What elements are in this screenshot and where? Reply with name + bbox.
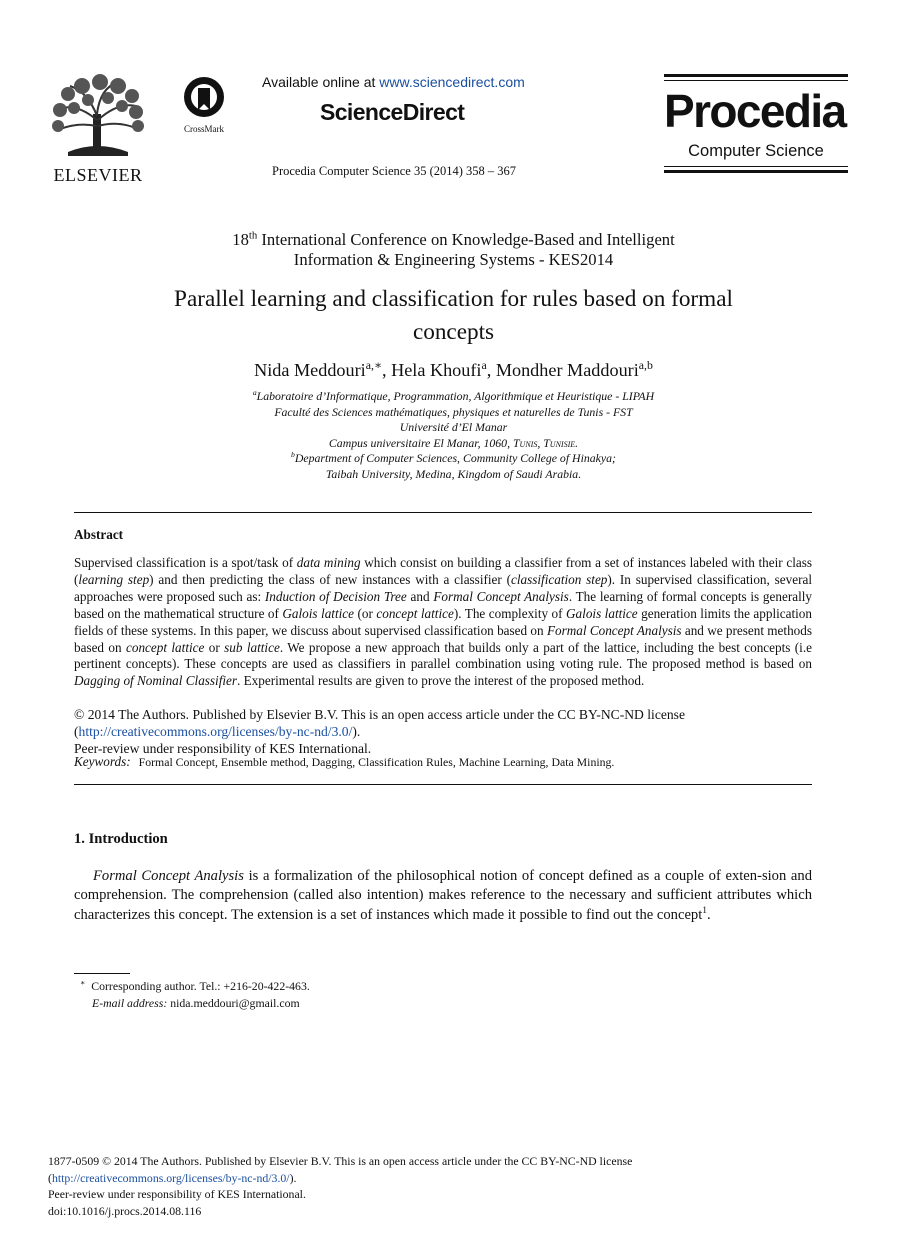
affiliation-a-mark: a: [252, 388, 257, 398]
author-name: Nida Meddouri: [254, 360, 366, 380]
conference-number: 18: [232, 230, 249, 249]
abstract-license: [74, 707, 812, 757]
paper-title-line-1: Parallel learning and classification for rules based on formal: [174, 286, 733, 312]
doi-line[interactable]: doi:10.1016/j.procs.2014.08.116: [48, 1203, 202, 1218]
affiliation-b-line-1: $^b$Department of Computer Sciences, Community College of Hinakya;: [291, 450, 616, 466]
license-line: (http://creativecommons.org/licenses/by-nc-nd/3.0/).: [74, 723, 361, 739]
footnote-ref-1: 1: [702, 905, 708, 916]
copyright-line: © 2014 The Authors. Published by Elsevier B.V. This is an open access article under the CC BY-NC-ND license: [74, 707, 686, 722]
abstract-body: Supervised classification is a spot/task of data mining which consist on building a classifier from a set of instances labeled with their class (learning step) and then predicting the class of new instances with a classifier (classification step). In supervised classification, several approaches were proposed such as: Induction of Decision Tree and Formal Concept Analysis. The learning of formal concepts is generally based on the mathematical structure of Galois lattice (or concept lattice). The complexity of Galois lattice generation limits the application fields of these systems. In this paper, we discuss about supervised classification based on Formal Concept Analysis and we present methods based on concept lattice or sub lattice. We propose a new approach that builds only a part of the lattice, including the best concepts (i.e pertinent concepts). These concepts are used as classifiers in parallel combination using voting rule. The proposed method is based on Dagging of Nominal Classifier. Experimental results are given to prove the interest of the proposed method.: [74, 555, 813, 689]
footnote-email: E-mail address: nida.meddouri@gmail.com: [92, 996, 300, 1010]
author-separator: ,: [381, 360, 392, 380]
footnote: [80, 978, 780, 1012]
author-affiliation-mark: a,∗: [365, 357, 382, 372]
affiliation-a-line-3: Université d’El Manar: [399, 420, 508, 435]
conference-line-1-text: International Conference on Knowledge-Based and Intelligent: [257, 230, 675, 249]
peer-review-line: Peer-review under responsibility of KES International.: [74, 740, 372, 756]
keywords-list: Formal Concept, Ensemble method, Dagging, Classification Rules, Machine Learning, Data Mining.: [138, 755, 615, 769]
paper-title-line-2: concepts: [412, 319, 495, 345]
affiliation-city: Tunis: [512, 435, 538, 450]
sciencedirect-wordmark: ScienceDirect: [320, 99, 465, 125]
affiliation-b-line-2: Taibah University, Medina, Kingdom of Saudi Arabia.: [325, 466, 582, 481]
author-name: Hela Khoufi: [391, 360, 482, 380]
footnote-rule: [74, 973, 130, 974]
author-affiliation-mark: a: [481, 357, 487, 372]
conference-line-1: [80, 230, 827, 250]
abstract-top-rule: [74, 512, 812, 513]
conference-name: [80, 230, 827, 270]
author-list: [60, 358, 847, 382]
author-separator: ,: [486, 360, 496, 380]
paper-title: [60, 283, 847, 349]
available-online: [262, 73, 525, 91]
intro-paragraph: Formal Concept Analysis is a formalization of the philosophical notion of concept defined as a couple of exten-sion and comprehension. The comprehension (called also intention) makes reference to the necessary and sufficient attributes which characterizes this concept. The extension is a set of instances which made it possible to find out the concept$^1$.: [74, 868, 812, 923]
crossmark-icon: [174, 76, 234, 118]
procedia-title: Procedia: [664, 85, 846, 137]
elsevier-tree-icon: [48, 74, 148, 158]
abstract-heading: Abstract: [74, 527, 124, 542]
abstract-bottom-rule: [74, 784, 812, 785]
affiliation-b-mark: b: [291, 450, 295, 460]
conference-line-2: Information & Engineering Systems - KES2014: [293, 250, 614, 269]
affiliation-country: Tunisie: [543, 435, 576, 450]
crossmark-label: CrossMark: [184, 124, 224, 134]
issn-line: 1877-0509 © 2014 The Authors. Published by Elsevier B.V. This is an open access article under the CC BY-NC-ND license: [48, 1154, 633, 1168]
license-link[interactable]: http://creativecommons.org/licenses/by-nc-nd/3.0/: [78, 723, 353, 739]
sciencedirect-link[interactable]: www.sciencedirect.com: [379, 74, 525, 90]
elsevier-logo: [48, 74, 148, 185]
affiliations: [60, 389, 847, 483]
bottom-info: [48, 1153, 868, 1219]
procedia-top-rule: [664, 74, 848, 77]
author-affiliation-mark: a,b: [638, 357, 653, 372]
author-name: Mondher Maddouri: [495, 360, 639, 380]
email-address[interactable]: nida.meddouri@gmail.com: [170, 996, 300, 1010]
intro-heading: 1. Introduction: [74, 831, 168, 847]
available-prefix: Available online at: [262, 74, 380, 90]
procedia-subtitle: Computer Science: [688, 142, 824, 160]
bottom-license-line: (http://creativecommons.org/licenses/by-nc-nd/3.0/).: [48, 1170, 297, 1185]
affiliation-a-line-1: $^a$Laboratoire d’Informatique, Programmation, Algorithmique et Heuristique - LIPAH: [252, 388, 655, 403]
procedia-bottom-rule-thin: [664, 166, 848, 167]
keywords-label: Keywords:: [74, 754, 131, 769]
journal-citation: Procedia Computer Science 35 (2014) 358 – 367: [272, 164, 517, 178]
footnote-corresponding: ∗ Corresponding author. Tel.: +216-20-422-463.: [80, 978, 310, 993]
conference-number-suffix: th: [248, 229, 258, 242]
bottom-license-link[interactable]: http://creativecommons.org/licenses/by-nc-nd/3.0/: [51, 1170, 290, 1185]
keywords-line: [74, 754, 812, 770]
procedia-bottom-rule: [664, 170, 848, 173]
crossmark-logo[interactable]: [174, 76, 234, 132]
footnote-mark: ∗: [80, 978, 86, 988]
bottom-peer-review: Peer-review under responsibility of KES International.: [48, 1187, 306, 1201]
procedia-top-rule-thin: [664, 80, 848, 81]
elsevier-wordmark: ELSEVIER: [53, 165, 143, 185]
affiliation-a-line-2: Faculté des Sciences mathématiques, physiques et naturelles de Tunis - FST: [274, 404, 633, 419]
affiliation-a-line-4: Campus universitaire El Manar, 1060, Tunis, Tunisie.: [328, 435, 579, 450]
